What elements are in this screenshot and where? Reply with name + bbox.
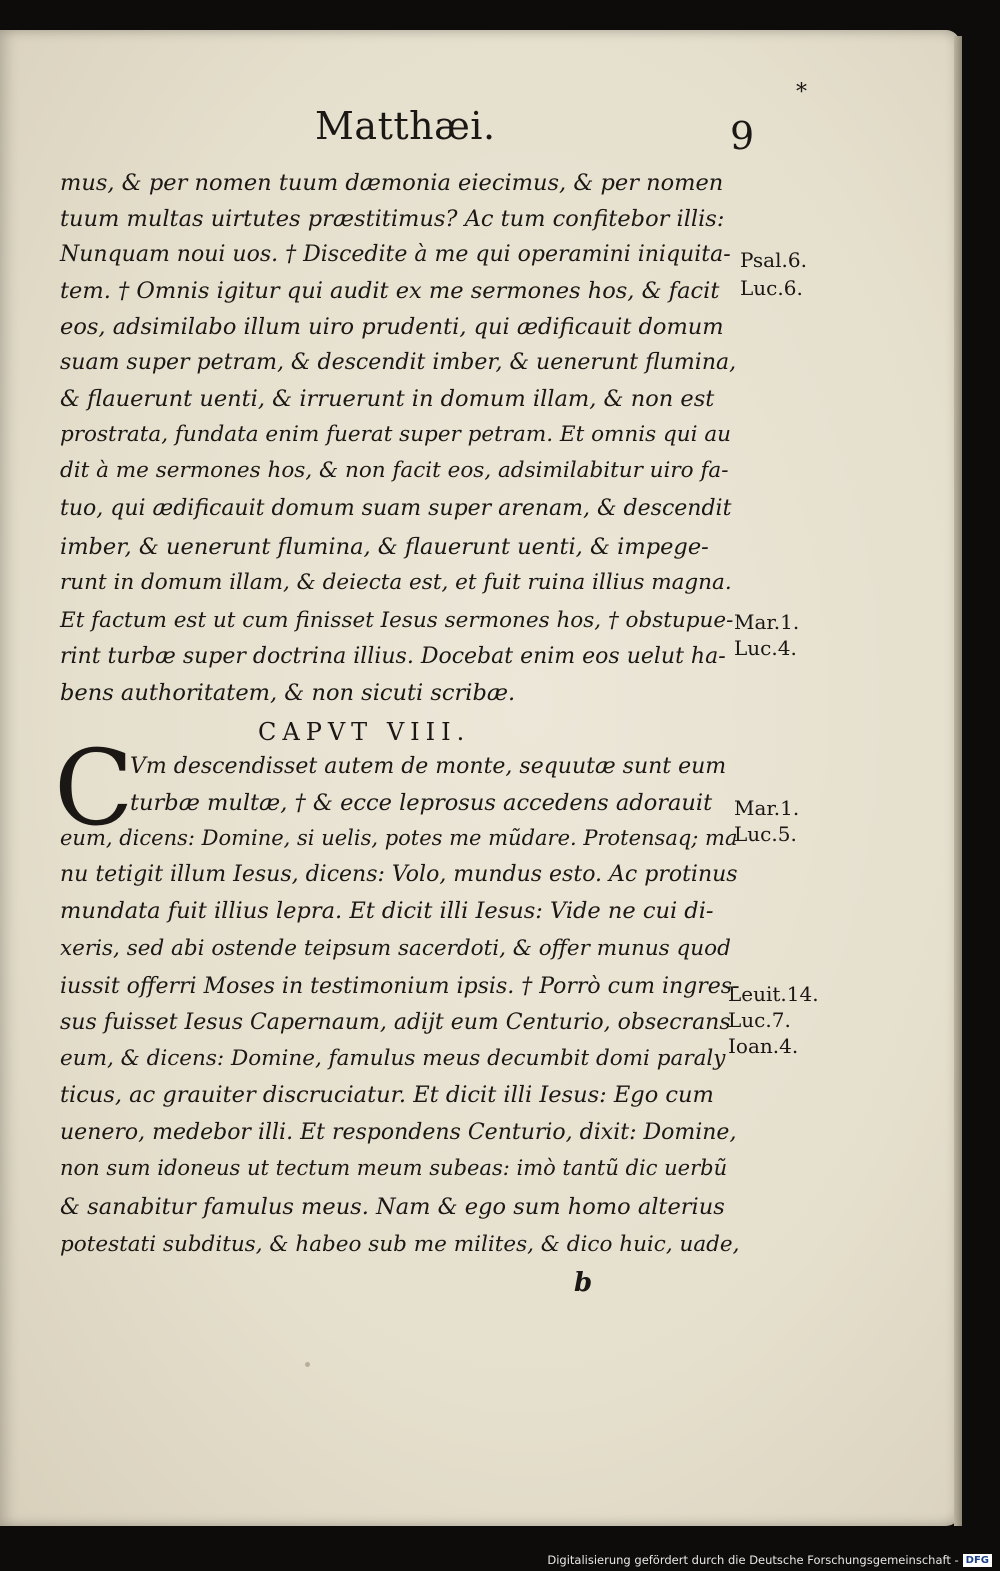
body-line: tem. † Omnis igitur qui audit ex me sermones hos, & facit <box>60 278 720 304</box>
body-line: xeris, sed abi ostende teipsum sacerdoti, & offer munus quod <box>60 936 731 961</box>
body-line: ticus, ac grauiter discruciatur. Et dicit illi Iesus: Ego cum <box>60 1082 714 1108</box>
body-line: potestati subditus, & habeo sub me milites, & dico huic, uade, <box>60 1232 740 1257</box>
page-edge <box>954 36 962 1526</box>
margin-reference: Mar.1. <box>734 610 800 634</box>
body-line: & sanabitur famulus meus. Nam & ego sum homo alterius <box>60 1194 725 1220</box>
body-line: Nunquam noui uos. † Discedite à me qui operamini iniquita- <box>60 242 731 267</box>
body-line: rint turbæ super doctrina illius. Docebat enim eos uelut ha- <box>60 644 726 669</box>
page-number: 9 <box>730 114 755 158</box>
signature-mark: b <box>574 1268 593 1298</box>
body-line: imber, & uenerunt flumina, & flauerunt uenti, & impege- <box>60 534 709 560</box>
body-line: prostrata, fundata enim fuerat super petram. Et omnis qui au <box>60 422 732 447</box>
body-line: mundata fuit illius lepra. Et dicit illi Iesus: Vide ne cui di- <box>60 898 714 924</box>
drop-cap: C <box>54 727 134 849</box>
body-line: non sum idoneus ut tectum meum subeas: imò tantũ dic uerbũ <box>60 1156 728 1180</box>
body-line: turbæ multæ, † & ecce leprosus accedens adorauit <box>130 790 713 816</box>
body-line: eos, adsimilabo illum uiro prudenti, qui ædificauit domum <box>60 314 724 340</box>
margin-reference: Luc.7. <box>728 1008 791 1032</box>
margin-reference: Luc.5. <box>734 822 797 846</box>
body-line: Et factum est ut cum finisset Iesus sermones hos, † obstupue- <box>60 608 734 633</box>
body-line: bens authoritatem, & non sicuti scribæ. <box>60 680 516 706</box>
margin-reference: Ioan.4. <box>728 1034 799 1058</box>
margin-reference: Luc.6. <box>740 276 803 300</box>
body-line: tuum multas uirtutes præstitimus? Ac tum confitebor illis: <box>60 206 725 232</box>
body-line: mus, & per nomen tuum dæmonia eiecimus, & per nomen <box>60 170 724 196</box>
credit-text: Digitalisierung gefördert durch die Deutsche Forschungsgemeinschaft - <box>547 1553 959 1567</box>
body-line: eum, dicens: Domine, si uelis, potes me mũdare. Protensaq; ma <box>60 826 738 850</box>
body-line: tuo, qui ædificauit domum suam super arenam, & descendit <box>60 496 732 521</box>
margin-reference: Luc.4. <box>734 636 797 660</box>
digitization-credit <box>547 1553 992 1567</box>
body-line: runt in domum illam, & deiecta est, et fuit ruina illius magna. <box>60 570 732 595</box>
body-line: dit à me sermones hos, & non facit eos, adsimilabitur uiro fa- <box>60 458 729 483</box>
chapter-heading: CAPVT VIII. <box>258 718 471 746</box>
dfg-logo: DFG <box>963 1554 992 1567</box>
margin-reference: Leuit.14. <box>728 982 819 1006</box>
paper-speck <box>305 1362 310 1367</box>
body-line: nu tetigit illum Iesus, dicens: Volo, mundus esto. Ac protinus <box>60 862 738 887</box>
body-line: sus fuisset Iesus Capernaum, adijt eum Centurio, obsecrans <box>60 1010 731 1035</box>
body-line: & flauerunt uenti, & irruerunt in domum illam, & non est <box>60 386 715 412</box>
running-head: Matthæi. <box>315 104 496 148</box>
body-line: iussit offerri Moses in testimonium ipsis. † Porrò cum ingres- <box>60 974 740 999</box>
margin-reference: Psal.6. <box>740 248 807 272</box>
margin-reference: Mar.1. <box>734 796 800 820</box>
body-line: uenero, medebor illi. Et respondens Centurio, dixit: Domine, <box>60 1120 737 1145</box>
body-line: eum, & dicens: Domine, famulus meus decumbit domi paraly <box>60 1046 726 1071</box>
body-line: suam super petram, & descendit imber, & uenerunt flumina, <box>60 350 737 375</box>
body-line: Vm descendisset autem de monte, sequutæ sunt eum <box>130 754 727 779</box>
printer-mark: * <box>796 80 807 105</box>
